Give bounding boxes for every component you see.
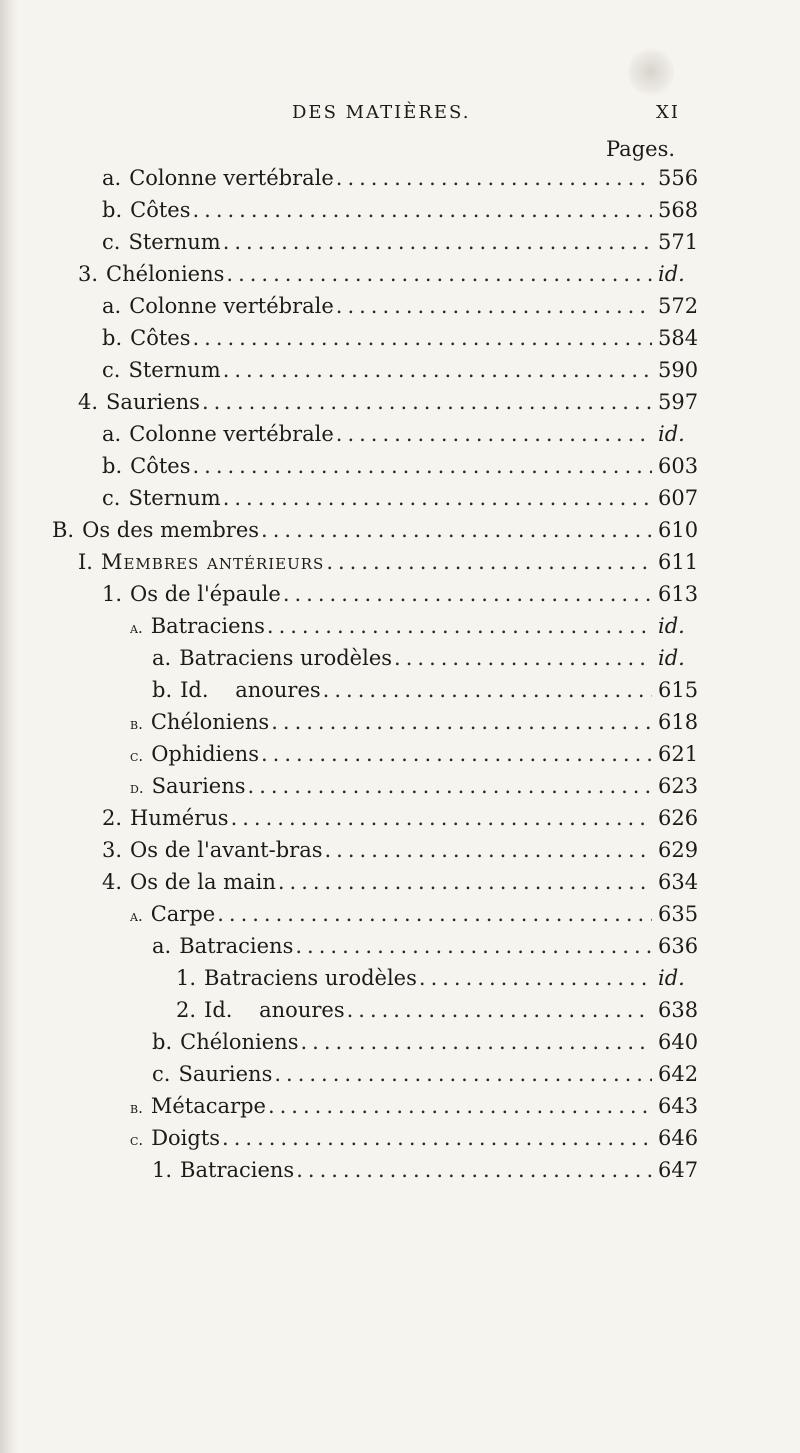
- entry-page: 556: [658, 166, 699, 190]
- entry-number: 1.: [176, 966, 197, 990]
- leader-dots: [267, 614, 652, 638]
- entry-page: 629: [658, 838, 699, 862]
- toc-entry: [102, 806, 700, 838]
- entry-number: c.: [152, 1062, 171, 1086]
- leader-dots: [223, 486, 652, 510]
- entry-title: Os de l'avant-bras: [130, 838, 323, 862]
- entry-number: b.: [152, 1030, 173, 1054]
- entry-page: 642: [658, 1062, 699, 1086]
- entry-title: Chéloniens: [106, 262, 225, 286]
- toc-entry: [152, 934, 700, 966]
- entry-number: 4.: [78, 390, 99, 414]
- entry-number: c.: [130, 1131, 144, 1149]
- leader-dots: [278, 870, 652, 894]
- leader-dots: [347, 998, 652, 1022]
- entry-number: b.: [102, 198, 123, 222]
- leader-dots: [223, 230, 652, 254]
- toc-entry: [102, 166, 700, 198]
- toc-entry: [102, 486, 700, 518]
- entry-title: Membres antérieurs: [100, 550, 325, 574]
- entry-page: 568: [658, 198, 699, 222]
- entry-title: Carpe: [150, 902, 216, 926]
- entry-title: Sternum: [128, 358, 221, 382]
- running-header: [0, 102, 800, 132]
- entry-page: id.: [658, 422, 685, 446]
- entry-title: Chéloniens: [150, 710, 270, 734]
- toc-entry: [78, 262, 700, 294]
- entry-number: 1.: [152, 1158, 173, 1182]
- leader-dots: [192, 326, 652, 350]
- entry-page: id.: [658, 262, 685, 286]
- entry-number: d.: [130, 779, 144, 797]
- entry-title: Sauriens: [106, 390, 200, 414]
- entry-page: 635: [658, 902, 699, 926]
- entry-page: 610: [658, 518, 699, 542]
- leader-dots: [222, 1126, 652, 1150]
- toc-entry: [78, 390, 700, 422]
- leader-dots: [261, 742, 652, 766]
- entry-title: Batraciens: [150, 614, 265, 638]
- entry-title: Ophidiens: [151, 742, 259, 766]
- entry-title: Id. anoures: [204, 998, 345, 1022]
- leader-dots: [295, 934, 652, 958]
- entry-number: b.: [130, 1099, 143, 1117]
- entry-title: Colonne vertébrale: [129, 422, 334, 446]
- entry-title: Humérus: [130, 806, 229, 830]
- entry-number: 2.: [102, 806, 123, 830]
- toc-entry: [130, 902, 700, 934]
- leader-dots: [231, 806, 652, 830]
- page-gutter-shadow: [0, 0, 18, 1453]
- entry-number: a.: [102, 166, 122, 190]
- entry-page: 603: [658, 454, 699, 478]
- entry-number: c.: [130, 747, 144, 765]
- leader-dots: [419, 966, 652, 990]
- entry-title: Batraciens: [179, 934, 294, 958]
- entry-number: c.: [102, 358, 121, 382]
- toc-entry: [152, 1062, 700, 1094]
- toc-entry: [102, 294, 700, 326]
- toc-entry: [152, 678, 700, 710]
- entry-page: 626: [658, 806, 699, 830]
- entry-title: Batraciens urodèles: [204, 966, 417, 990]
- page-number: XI: [656, 102, 680, 123]
- entry-page: 572: [658, 294, 699, 318]
- leader-dots: [336, 422, 652, 446]
- toc-entry: [130, 1126, 700, 1158]
- entry-page: 584: [658, 326, 699, 350]
- entry-number: b.: [130, 715, 143, 733]
- toc-entry: [130, 742, 700, 774]
- toc-entry: [102, 358, 700, 390]
- toc-entry: [102, 838, 700, 870]
- entry-page: 636: [658, 934, 699, 958]
- entry-page: 634: [658, 870, 699, 894]
- entry-title: Os de la main: [130, 870, 276, 894]
- toc-entry: [102, 454, 700, 486]
- entry-title: Métacarpe: [150, 1094, 266, 1118]
- entry-number: 3.: [102, 838, 123, 862]
- entry-number: a.: [152, 646, 172, 670]
- entry-page: 647: [658, 1158, 699, 1182]
- entry-title: Os de l'épaule: [130, 582, 281, 606]
- toc-entry: [130, 614, 700, 646]
- toc-entry: [102, 198, 700, 230]
- entry-page: 623: [658, 774, 699, 798]
- entry-page: 597: [658, 390, 699, 414]
- toc-entry: [52, 518, 700, 550]
- leader-dots: [223, 358, 652, 382]
- toc-entry: [130, 774, 700, 806]
- entry-page: 607: [658, 486, 699, 510]
- leader-dots: [323, 678, 652, 702]
- entry-title: Côtes: [130, 326, 191, 350]
- entry-page: 571: [658, 230, 699, 254]
- entry-title: Id. anoures: [180, 678, 321, 702]
- toc-entry: [176, 998, 700, 1030]
- entry-page: id.: [658, 646, 685, 670]
- entry-title: Batraciens urodèles: [179, 646, 393, 670]
- entry-page: 590: [658, 358, 699, 382]
- entry-title: Colonne vertébrale: [129, 294, 334, 318]
- leader-dots: [271, 710, 652, 734]
- entry-number: 4.: [102, 870, 123, 894]
- leader-dots: [336, 294, 652, 318]
- entry-number: c.: [102, 486, 121, 510]
- entry-page: 613: [658, 582, 699, 606]
- toc-entry: [130, 1094, 700, 1126]
- entry-page: 643: [658, 1094, 699, 1118]
- toc-entry: [152, 1030, 700, 1062]
- leader-dots: [192, 198, 652, 222]
- leader-dots: [248, 774, 652, 798]
- leader-dots: [274, 1062, 652, 1086]
- entry-page: 638: [658, 998, 699, 1022]
- toc-entry: [152, 1158, 700, 1190]
- entry-title: Doigts: [151, 1126, 221, 1150]
- entry-title: Sauriens: [178, 1062, 273, 1086]
- entry-page: 615: [658, 678, 699, 702]
- entry-title: Sauriens: [151, 774, 246, 798]
- leader-dots: [296, 1158, 652, 1182]
- leader-dots: [202, 390, 652, 414]
- entry-number: a.: [130, 619, 143, 637]
- leader-dots: [300, 1030, 652, 1054]
- pages-column-label: Pages.: [606, 137, 676, 161]
- entry-number: 3.: [78, 262, 99, 286]
- leader-dots: [394, 646, 652, 670]
- toc-entry: [102, 326, 700, 358]
- entry-title: Côtes: [130, 454, 191, 478]
- leader-dots: [283, 582, 652, 606]
- entry-page: id.: [658, 966, 685, 990]
- leader-dots: [326, 550, 652, 574]
- leader-dots: [325, 838, 653, 862]
- toc-entry: [176, 966, 700, 998]
- entry-number: b.: [102, 454, 123, 478]
- toc-entry: [102, 230, 700, 262]
- entry-page: id.: [658, 614, 685, 638]
- paper-stain: [628, 48, 674, 96]
- entry-page: 618: [658, 710, 699, 734]
- leader-dots: [226, 262, 652, 286]
- toc-entry: [130, 710, 700, 742]
- entry-number: 1.: [102, 582, 123, 606]
- entry-title: Sternum: [128, 486, 221, 510]
- entry-page: 640: [658, 1030, 699, 1054]
- entry-number: b.: [152, 678, 173, 702]
- entry-page: 611: [658, 550, 699, 574]
- entry-number: a.: [102, 422, 122, 446]
- leader-dots: [192, 454, 652, 478]
- toc-entry: [78, 550, 700, 582]
- entry-title: Sternum: [128, 230, 221, 254]
- entry-number: 2.: [176, 998, 197, 1022]
- entry-title: Colonne vertébrale: [129, 166, 334, 190]
- entry-number: a.: [130, 907, 143, 925]
- running-title: DES MATIÈRES.: [292, 102, 471, 123]
- entry-number: a.: [102, 294, 122, 318]
- toc-entry: [102, 870, 700, 902]
- leader-dots: [261, 518, 652, 542]
- entry-page: 621: [658, 742, 699, 766]
- toc-entry: [102, 422, 700, 454]
- entry-title: Batraciens: [180, 1158, 295, 1182]
- entry-number: b.: [102, 326, 123, 350]
- entry-title: Côtes: [130, 198, 191, 222]
- entry-number: I.: [78, 550, 93, 574]
- leader-dots: [268, 1094, 652, 1118]
- toc-entry: [152, 646, 700, 678]
- leader-dots: [217, 902, 652, 926]
- entry-title: Chéloniens: [180, 1030, 299, 1054]
- entry-number: a.: [152, 934, 172, 958]
- entry-page: 646: [658, 1126, 699, 1150]
- entry-number: c.: [102, 230, 121, 254]
- entry-title: Os des membres: [82, 518, 260, 542]
- toc-entry: [102, 582, 700, 614]
- entry-number: B.: [52, 518, 75, 542]
- leader-dots: [336, 166, 652, 190]
